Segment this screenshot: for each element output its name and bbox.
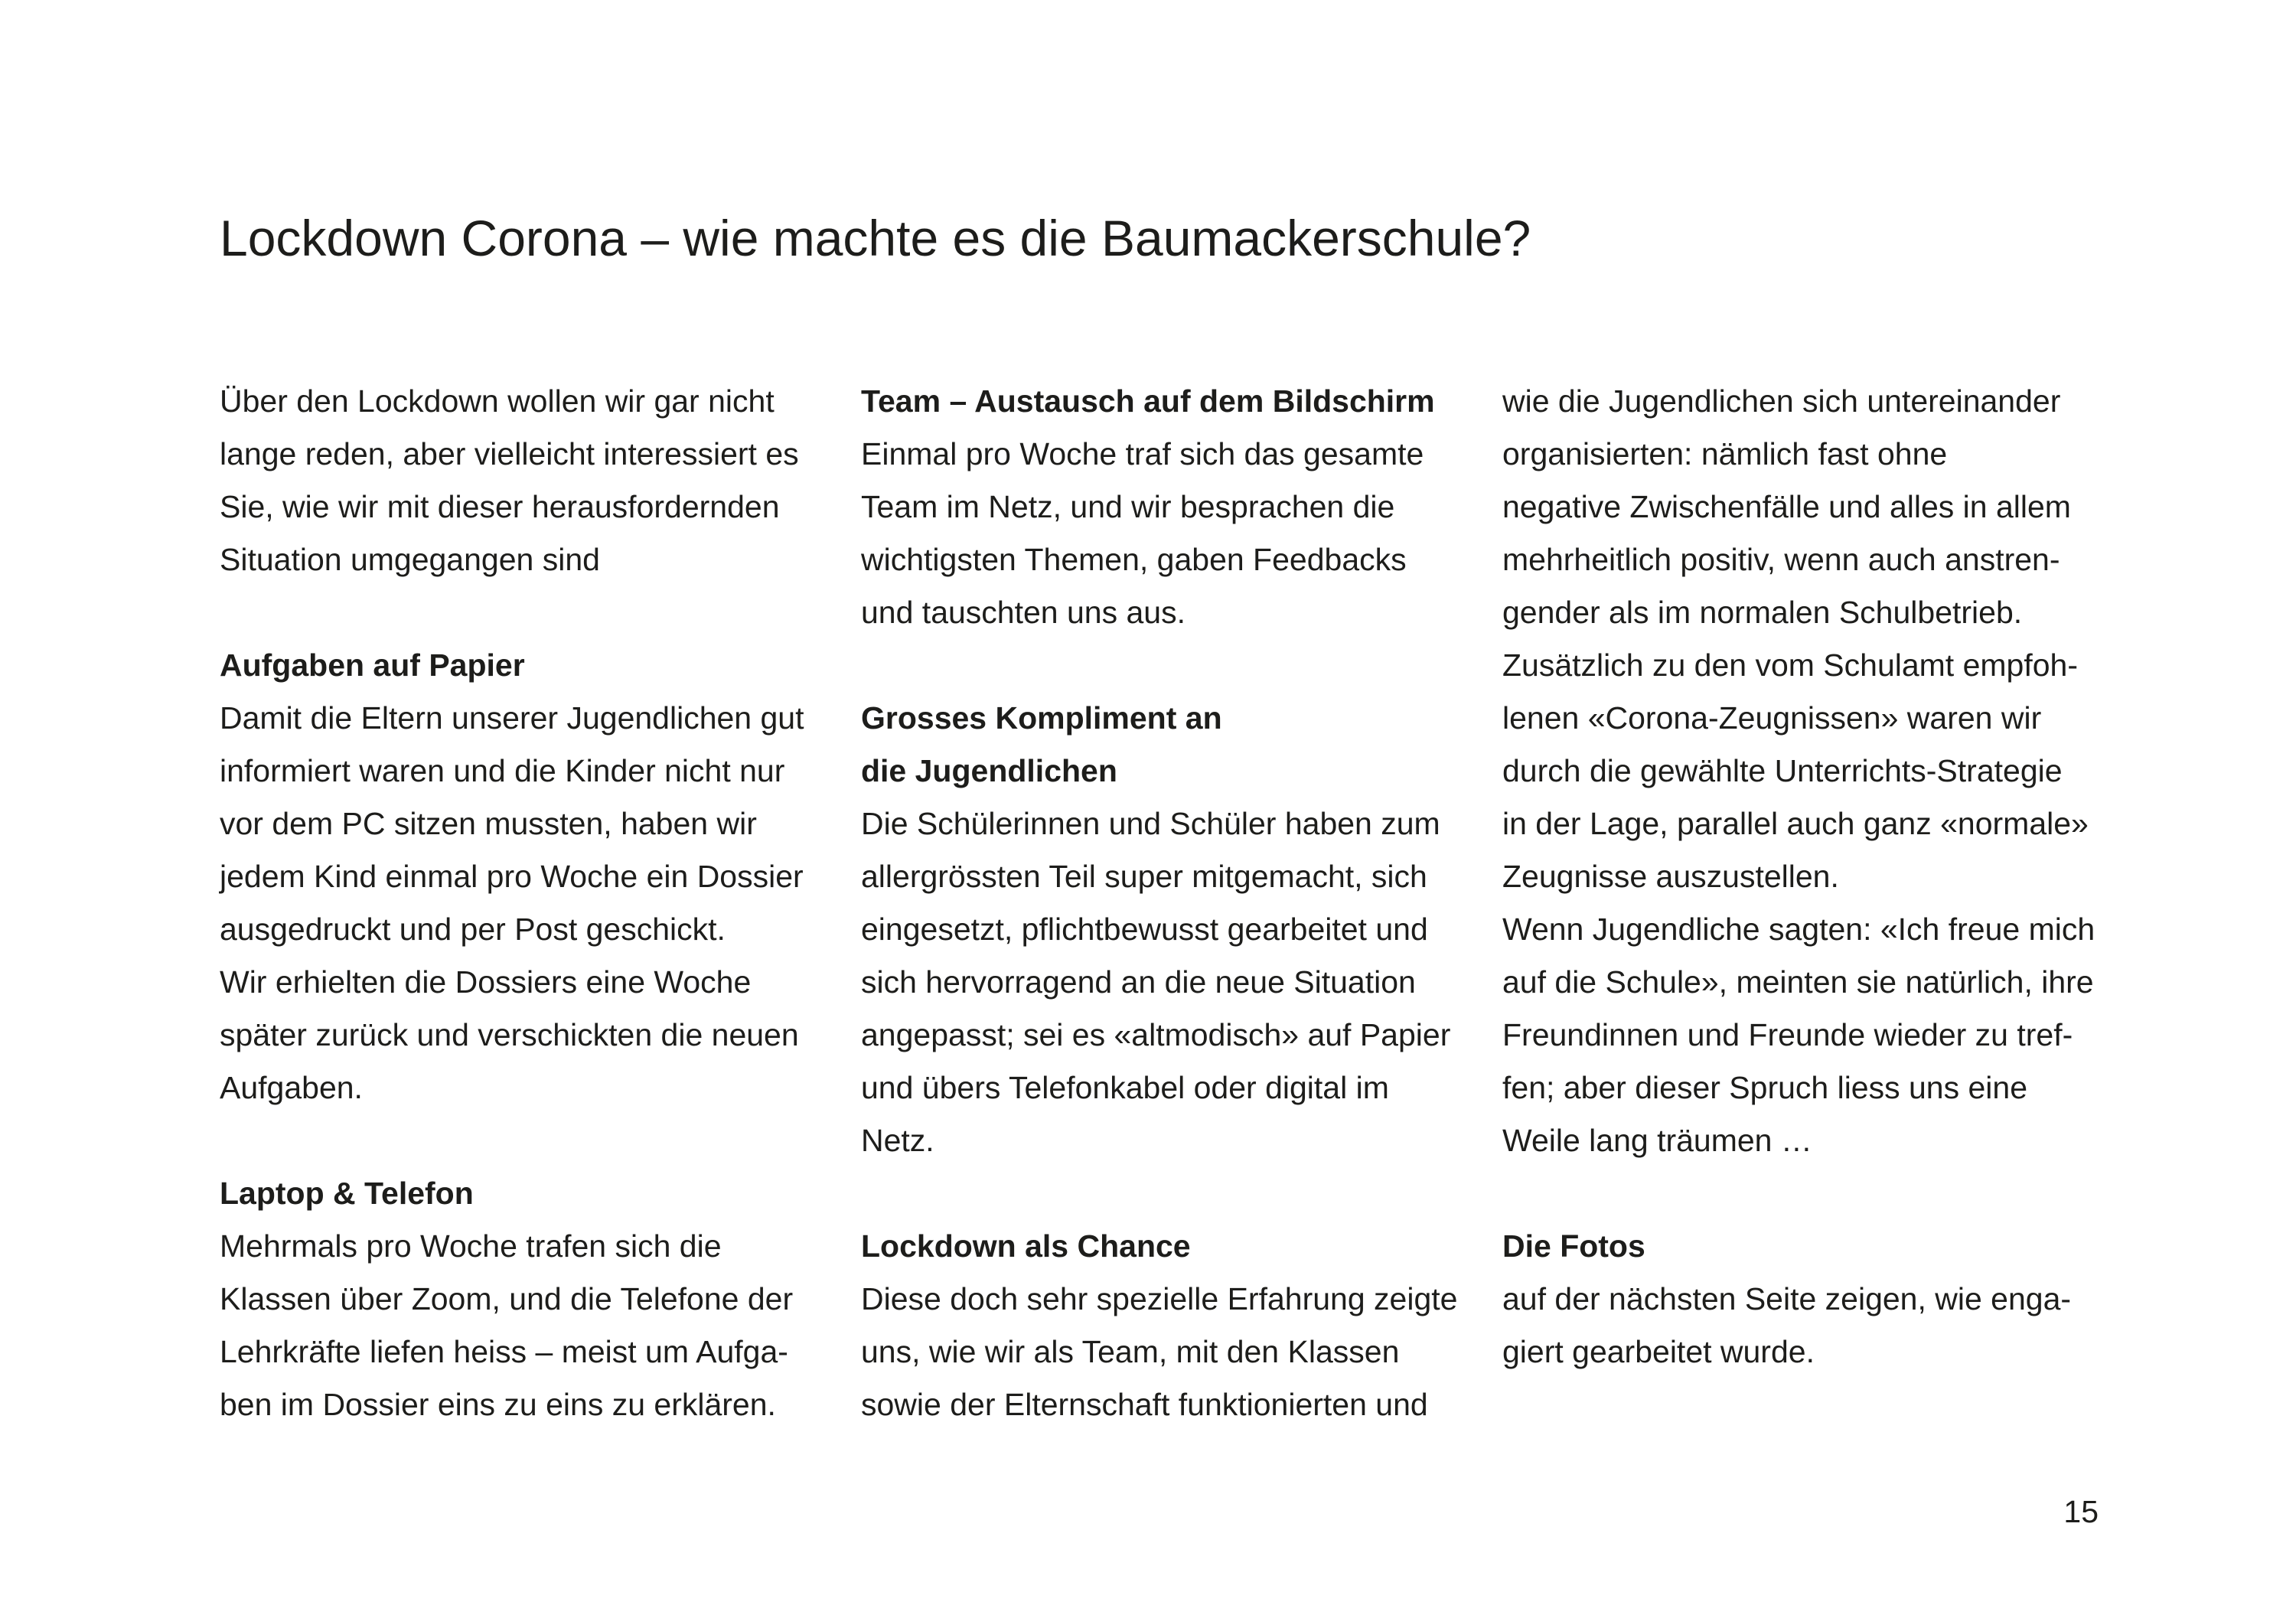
body-text-line: wichtigsten Themen, gaben Feedbacks: [861, 542, 1407, 577]
body-text-line: Aufgaben.: [220, 1070, 363, 1105]
section-heading: Grosses Kompliment an: [861, 700, 1222, 736]
body-text-line: ausgedruckt und per Post geschickt.: [220, 912, 726, 947]
paragraph-spacer: [861, 639, 1457, 692]
body-text-line: Netz.: [861, 1123, 934, 1158]
body-text-line: Situation umgegangen sind: [220, 542, 600, 577]
text-column-1: [220, 375, 804, 1431]
body-text-line: durch die gewählte Unterrichts-Strategie: [1502, 753, 2063, 788]
body-text-line: gender als im normalen Schulbetrieb.: [1502, 595, 2023, 630]
body-text-line: Die Schülerinnen und Schüler haben zum: [861, 806, 1440, 841]
body-text-line: auf der nächsten Seite zeigen, wie enga-: [1502, 1281, 2072, 1316]
paragraph-spacer: [1502, 1167, 2095, 1220]
body-text-line: Diese doch sehr spezielle Erfahrung zeigte: [861, 1281, 1458, 1316]
body-text-line: Zeugnisse auszustellen.: [1502, 859, 1839, 894]
section-heading: Team – Austausch auf dem Bildschirm: [861, 383, 1435, 419]
page-number: 15: [2063, 1494, 2099, 1529]
paragraph-spacer: [861, 1167, 1457, 1220]
text-column-3: [1502, 375, 2095, 1378]
body-text-line: Freundinnen und Freunde wieder zu tref-: [1502, 1017, 2073, 1052]
body-text-line: angepasst; sei es «altmodisch» auf Papier: [861, 1017, 1451, 1052]
body-text-line: uns, wie wir als Team, mit den Klassen: [861, 1334, 1400, 1369]
body-text-line: vor dem PC sitzen mussten, haben wir: [220, 806, 757, 841]
body-text-line: später zurück und verschickten die neuen: [220, 1017, 799, 1052]
body-text-line: Weile lang träumen …: [1502, 1123, 1812, 1158]
body-text-line: Mehrmals pro Woche trafen sich die: [220, 1228, 722, 1264]
body-text-line: eingesetzt, pflichtbewusst gearbeitet und: [861, 912, 1428, 947]
body-text-line: lange reden, aber vielleicht interessiert es: [220, 436, 799, 471]
body-text-line: Über den Lockdown wollen wir gar nicht: [220, 383, 775, 419]
body-text-line: sowie der Elternschaft funktionierten und: [861, 1387, 1428, 1422]
body-text-line: Wir erhielten die Dossiers eine Woche: [220, 964, 752, 1000]
body-text-line: giert gearbeitet wurde.: [1502, 1334, 1815, 1369]
body-text-line: mehrheitlich positiv, wenn auch anstren-: [1502, 542, 2060, 577]
section-heading: Lockdown als Chance: [861, 1228, 1191, 1264]
body-text-line: fen; aber dieser Spruch liess uns eine: [1502, 1070, 2028, 1105]
body-text-line: sich hervorragend an die neue Situation: [861, 964, 1416, 1000]
body-text-line: Team im Netz, und wir besprachen die: [861, 489, 1395, 524]
body-text-line: informiert waren und die Kinder nicht nur: [220, 753, 785, 788]
paragraph-spacer: [220, 1114, 804, 1167]
body-text-line: und übers Telefonkabel oder digital im: [861, 1070, 1389, 1105]
body-text-line: Damit die Eltern unserer Jugendlichen gut: [220, 700, 804, 736]
body-text-line: Wenn Jugendliche sagten: «Ich freue mich: [1502, 912, 2095, 947]
body-text-line: Klassen über Zoom, und die Telefone der: [220, 1281, 794, 1316]
body-text-line: und tauschten uns aus.: [861, 595, 1186, 630]
body-text-line: Zusätzlich zu den vom Schulamt empfoh-: [1502, 648, 2078, 683]
body-text-line: Sie, wie wir mit dieser herausfordernden: [220, 489, 780, 524]
section-heading: Aufgaben auf Papier: [220, 648, 525, 683]
body-text-line: lenen «Corona-Zeugnissen» waren wir: [1502, 700, 2042, 736]
section-heading: Laptop & Telefon: [220, 1176, 474, 1211]
page-title: Lockdown Corona – wie machte es die Baumackerschule?: [220, 210, 1531, 266]
body-text-line: organisierten: nämlich fast ohne: [1502, 436, 1948, 471]
section-heading: die Jugendlichen: [861, 753, 1117, 788]
body-text-line: wie die Jugendlichen sich untereinander: [1502, 383, 2061, 419]
paragraph-spacer: [220, 586, 804, 639]
body-text-line: Lehrkräfte liefen heiss – meist um Aufga-: [220, 1334, 788, 1369]
text-column-2: [861, 375, 1457, 1431]
section-heading: Die Fotos: [1502, 1228, 1645, 1264]
body-text-line: Einmal pro Woche traf sich das gesamte: [861, 436, 1424, 471]
body-text-line: in der Lage, parallel auch ganz «normale»: [1502, 806, 2089, 841]
body-text-line: ben im Dossier eins zu eins zu erklären.: [220, 1387, 776, 1422]
body-text-line: jedem Kind einmal pro Woche ein Dossier: [220, 859, 804, 894]
body-text-line: negative Zwischenfälle und alles in allem: [1502, 489, 2071, 524]
body-text-line: allergrössten Teil super mitgemacht, sich: [861, 859, 1427, 894]
body-text-line: auf die Schule», meinten sie natürlich, ihre: [1502, 964, 2094, 1000]
